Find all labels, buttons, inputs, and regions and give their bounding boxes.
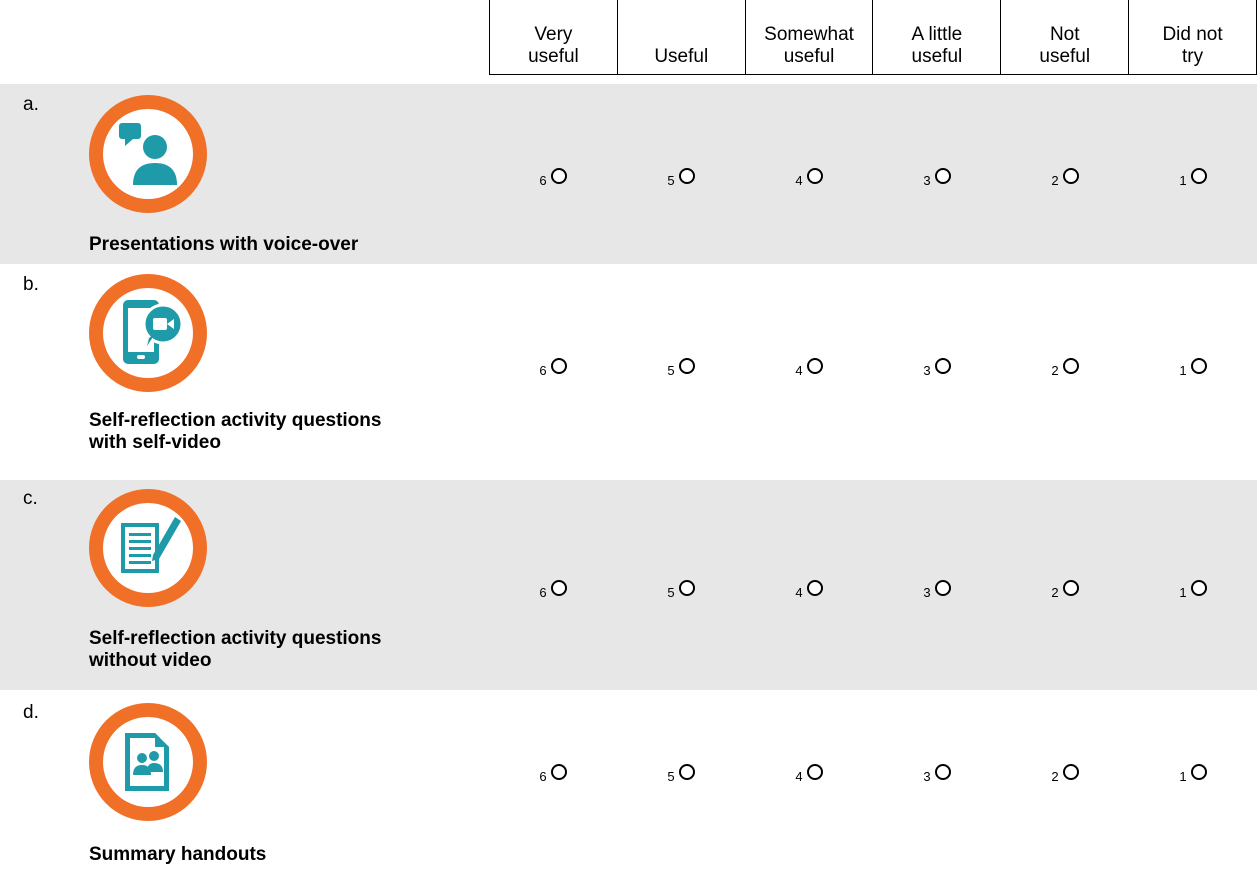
option-6[interactable]: 6 [489,580,617,596]
item-label: Presentations with voice-over [89,234,359,255]
option-4[interactable]: 4 [745,764,873,780]
handout-people-icon [89,703,207,821]
header-useful: Useful [617,0,745,74]
header-very-useful: Very useful [528,24,579,67]
option-6[interactable]: 6 [489,358,617,374]
rating-options [489,580,1257,600]
radio-button[interactable] [679,764,695,780]
item-letter: a. [23,94,39,115]
radio-button[interactable] [551,580,567,596]
item-label: Summary handouts [89,844,267,865]
header-somewhat-useful: Somewhat useful [745,0,873,74]
option-3[interactable]: 3 [873,358,1001,374]
radio-button[interactable] [935,580,951,596]
radio-button[interactable] [1063,764,1079,780]
rating-options [489,168,1257,188]
item-letter: b. [23,274,39,295]
radio-button[interactable] [1191,358,1207,374]
option-1[interactable]: 1 [1129,358,1257,374]
option-2[interactable]: 2 [1001,764,1129,780]
item-label: Self-reflection activity questions without video [89,628,382,671]
document-edit-icon [89,489,207,607]
radio-button[interactable] [551,358,567,374]
radio-button[interactable] [935,168,951,184]
option-4[interactable]: 4 [745,168,873,184]
radio-button[interactable] [935,764,951,780]
option-2[interactable]: 2 [1001,580,1129,596]
option-1[interactable]: 1 [1129,580,1257,596]
phone-video-call-icon [89,274,207,392]
item-row-c [0,480,1257,690]
header-not-useful: Not useful [1000,0,1128,74]
radio-button[interactable] [807,358,823,374]
item-letter: d. [23,702,39,723]
option-4[interactable]: 4 [745,580,873,596]
radio-button[interactable] [807,764,823,780]
header-did-not-try: Did not try [1128,0,1256,74]
item-row-a [0,84,1257,264]
option-2[interactable]: 2 [1001,358,1129,374]
radio-button[interactable] [679,168,695,184]
option-1[interactable]: 1 [1129,764,1257,780]
radio-button[interactable] [679,358,695,374]
option-6[interactable]: 6 [489,764,617,780]
option-1[interactable]: 1 [1129,168,1257,184]
option-2[interactable]: 2 [1001,168,1129,184]
option-5[interactable]: 5 [617,168,745,184]
item-label: Self-reflection activity questions with self-video [89,410,382,453]
option-3[interactable]: 3 [873,168,1001,184]
radio-button[interactable] [1063,168,1079,184]
radio-button[interactable] [1191,168,1207,184]
radio-button[interactable] [1191,580,1207,596]
rating-options [489,358,1257,378]
option-5[interactable]: 5 [617,358,745,374]
radio-button[interactable] [1063,358,1079,374]
option-5[interactable]: 5 [617,764,745,780]
item-row-d [0,694,1257,876]
radio-button[interactable] [935,358,951,374]
radio-button[interactable] [1063,580,1079,596]
rating-options [489,764,1257,784]
option-3[interactable]: 3 [873,580,1001,596]
option-5[interactable]: 5 [617,580,745,596]
radio-button[interactable] [807,580,823,596]
option-3[interactable]: 3 [873,764,1001,780]
item-letter: c. [23,488,38,509]
option-4[interactable]: 4 [745,358,873,374]
header-a-little-useful: A little useful [872,0,1000,74]
radio-button[interactable] [551,168,567,184]
scale-header [489,0,1257,75]
option-6[interactable]: 6 [489,168,617,184]
radio-button[interactable] [679,580,695,596]
radio-button[interactable] [1191,764,1207,780]
presenter-speech-icon [89,95,207,213]
item-row-b [0,266,1257,478]
radio-button[interactable] [551,764,567,780]
radio-button[interactable] [807,168,823,184]
